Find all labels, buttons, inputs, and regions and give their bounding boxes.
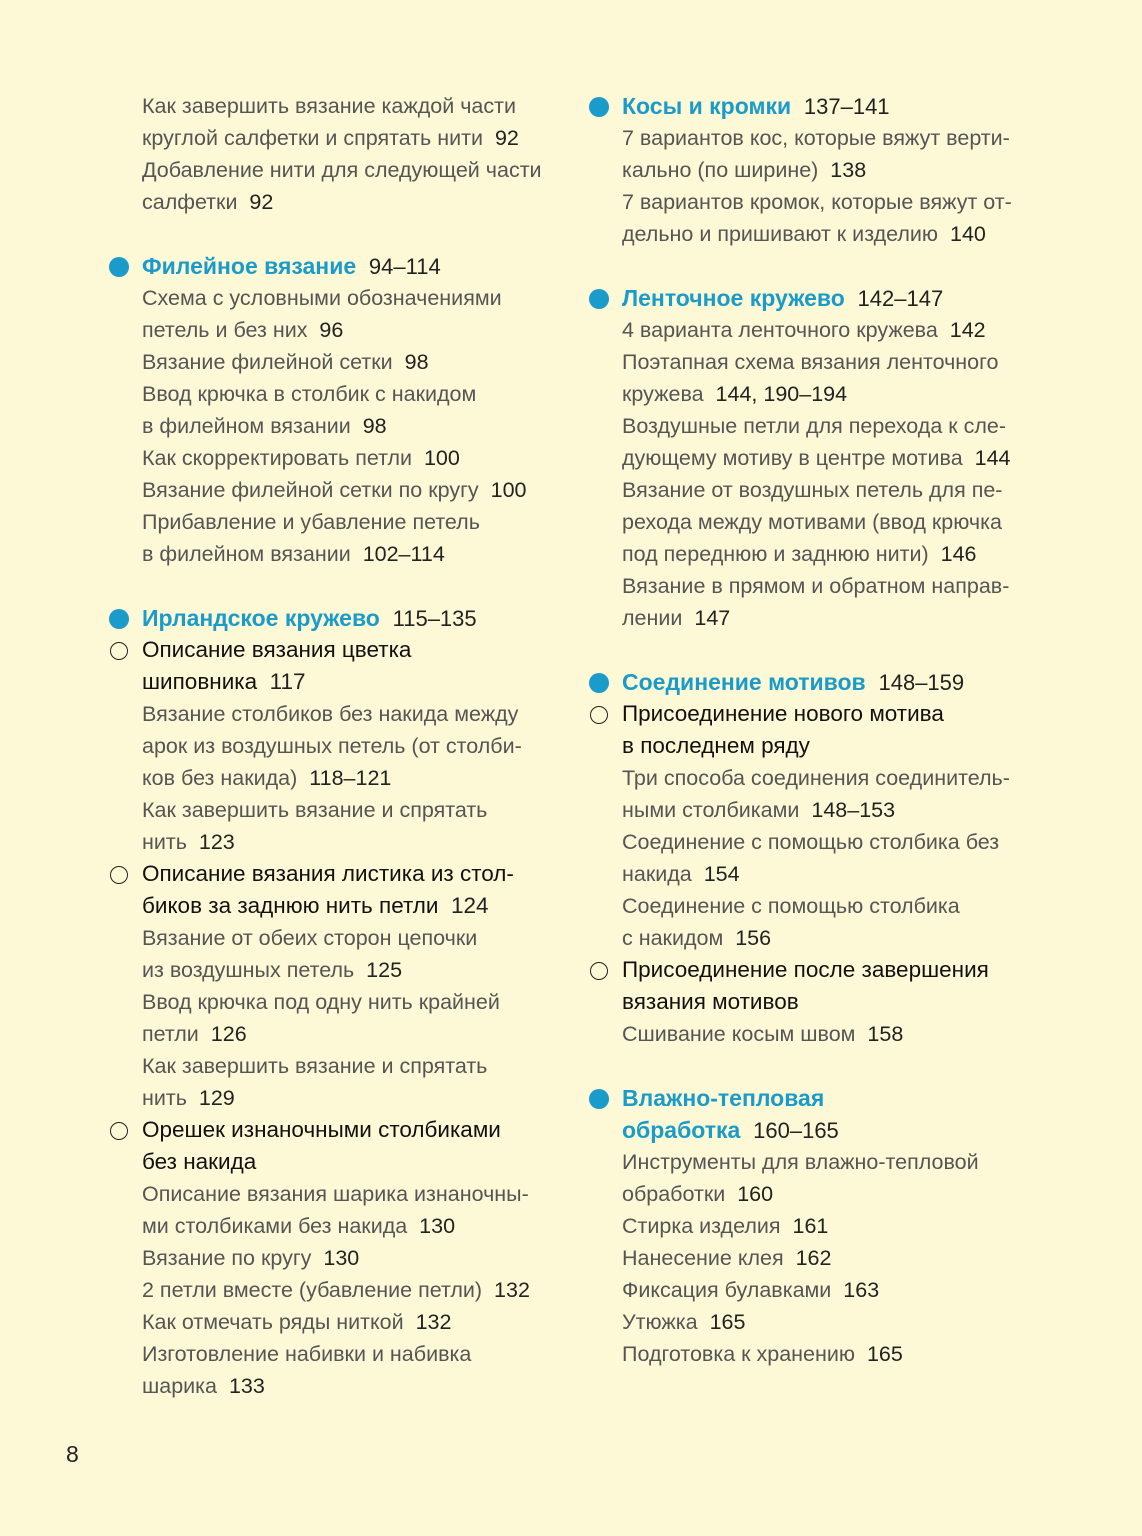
toc-entry	[588, 1338, 1038, 1370]
page-ref: 138	[830, 158, 867, 182]
toc-entry	[588, 1306, 1038, 1338]
entry-text: без накида	[142, 1149, 257, 1174]
toc-entry	[108, 474, 558, 506]
page-ref: 130	[419, 1214, 456, 1238]
entry-text: Косы и кромки	[622, 93, 792, 119]
entry-text: вязания мотивов	[622, 989, 799, 1014]
page-ref: 100	[490, 478, 527, 502]
entry-text: рехода между мотивами (ввод крючка	[622, 510, 1002, 534]
entry-text: 7 вариантов кромок, которые вяжут от-	[622, 190, 1012, 214]
entry-text: Фиксация булавками	[622, 1278, 832, 1302]
entry-text: арок из воздушных петель (от столби-	[142, 734, 522, 758]
toc-entry	[108, 1210, 558, 1242]
entry-text: Описание вязания шарика изнаночны-	[142, 1182, 529, 1206]
circle-outline-icon	[110, 866, 128, 884]
page-ref: 115–135	[392, 606, 477, 631]
page-ref: 94–114	[368, 254, 441, 279]
toc-entry	[108, 730, 558, 762]
circle-outline-icon	[110, 642, 128, 660]
entry-text: Присоединение нового мотива	[622, 701, 944, 726]
toc-entry	[108, 442, 558, 474]
entry-text: Вязание от обеих сторон цепочки	[142, 926, 478, 950]
entry-text: круглой салфетки и спрятать нити	[142, 126, 483, 150]
blue-bullet-icon	[589, 289, 609, 309]
entry-text: с накидом	[622, 926, 724, 950]
entry-text: Ирландское кружево	[142, 605, 380, 631]
toc-entry	[588, 1146, 1038, 1178]
toc-entry	[588, 346, 1038, 378]
toc-entry	[108, 186, 558, 218]
toc-entry	[108, 90, 558, 122]
section-heading	[588, 1082, 1038, 1114]
entry-text: Соединение с помощью столбика	[622, 894, 960, 918]
blue-bullet-icon	[589, 673, 609, 693]
subsection-heading	[108, 1146, 558, 1178]
entry-text: Описание вязания листика из стол-	[142, 861, 514, 886]
entry-text: Нанесение клея	[622, 1246, 784, 1270]
entry-text: кально (по ширине)	[622, 158, 819, 182]
section-gap	[588, 634, 1038, 666]
toc-entry	[108, 1306, 558, 1338]
toc-entry	[108, 506, 558, 538]
toc-entry	[588, 378, 1038, 410]
page-ref: 118–121	[309, 766, 392, 790]
page-ref: 160–165	[753, 1118, 839, 1143]
toc-entry	[108, 1242, 558, 1274]
toc-entry	[108, 698, 558, 730]
page-ref: 156	[735, 926, 772, 950]
entry-text: ными столбиками	[622, 798, 800, 822]
toc-entry	[588, 602, 1038, 634]
blue-bullet-icon	[109, 257, 129, 277]
toc-entry	[108, 1178, 558, 1210]
toc-entry	[108, 538, 558, 570]
page-ref: 142–147	[857, 286, 944, 311]
entry-text: Воздушные петли для перехода к сле-	[622, 414, 1007, 438]
subsection-heading	[108, 890, 558, 922]
page-ref: 132	[494, 1278, 530, 1302]
entry-text: Как завершить вязание каждой части	[142, 94, 516, 118]
section-heading	[108, 250, 558, 282]
toc-entry	[108, 1082, 558, 1114]
entry-text: Подготовка к хранению	[622, 1342, 856, 1366]
entry-text: Орешек изнаночными столбиками	[142, 1117, 501, 1142]
entry-text: Утюжка	[622, 1310, 698, 1334]
toc-entry	[588, 826, 1038, 858]
page-ref: 92	[249, 190, 274, 214]
section-heading	[588, 666, 1038, 698]
entry-text: Ввод крючка в столбик с накидом	[142, 382, 477, 406]
toc-entry	[588, 474, 1038, 506]
blue-bullet-icon	[589, 97, 609, 117]
entry-text: Добавление нити для следующей части	[142, 158, 542, 182]
toc-entry	[588, 442, 1038, 474]
toc-entry	[588, 858, 1038, 890]
page-ref: 148–159	[878, 670, 965, 695]
entry-text: нить	[142, 830, 187, 854]
toc-entry	[588, 314, 1038, 346]
section-heading	[108, 602, 558, 634]
entry-text: Сшивание косым швом	[622, 1022, 856, 1046]
entry-text: обработки	[622, 1182, 726, 1206]
page-ref: 125	[366, 958, 403, 982]
toc-entry	[108, 1274, 558, 1306]
entry-text: из воздушных петель	[142, 958, 355, 982]
page-ref: 132	[415, 1310, 452, 1334]
toc-entry	[108, 346, 558, 378]
entry-text: Присоединение после завершения	[622, 957, 989, 982]
toc-column-left	[108, 90, 558, 1402]
subsection-heading	[588, 954, 1038, 986]
page-ref: 98	[362, 414, 387, 438]
toc-entry	[588, 570, 1038, 602]
entry-text: биков за заднюю нить петли	[142, 893, 439, 918]
toc-entry	[588, 1242, 1038, 1274]
entry-text: Вязание филейной сетки по кругу	[142, 478, 479, 502]
toc-entry	[108, 954, 558, 986]
toc-entry	[108, 378, 558, 410]
subsection-heading	[108, 1114, 558, 1146]
toc-entry	[108, 922, 558, 954]
entry-text: Вязание от воздушных петель для пе-	[622, 478, 1003, 502]
page-ref: 154	[703, 862, 740, 886]
blue-bullet-icon	[589, 1089, 609, 1109]
page-ref: 165	[709, 1310, 746, 1334]
entry-text: Ввод крючка под одну нить крайней	[142, 990, 500, 1014]
page-ref: 161	[792, 1214, 829, 1238]
toc-entry	[108, 794, 558, 826]
toc-entry	[588, 890, 1038, 922]
page-ref: 130	[323, 1246, 360, 1270]
circle-outline-icon	[590, 706, 608, 724]
entry-text: в филейном вязании	[142, 542, 351, 566]
page-ref: 158	[867, 1022, 904, 1046]
entry-text: Как завершить вязание и спрятать	[142, 798, 488, 822]
toc-entry	[108, 1018, 558, 1050]
entry-text: нить	[142, 1086, 187, 1110]
entry-text: Вязание в прямом и обратном направ-	[622, 574, 1010, 598]
entry-text: Как скорректировать петли	[142, 446, 413, 470]
page-ref: 137–141	[803, 94, 890, 119]
entry-text: Соединение мотивов	[622, 669, 866, 695]
entry-text: Ленточное кружево	[622, 285, 845, 311]
toc-entry	[108, 1050, 558, 1082]
toc-entry	[588, 1274, 1038, 1306]
entry-text: Схема с условными обозначениями	[142, 286, 502, 310]
page-ref: 144	[974, 446, 1011, 470]
section-gap	[108, 218, 558, 250]
entry-text: Вязание филейной сетки	[142, 350, 393, 374]
blue-bullet-icon	[109, 609, 129, 629]
page-ref: 133	[228, 1374, 265, 1398]
page-ref: 117	[269, 669, 306, 694]
entry-text: Соединение с помощью столбика без	[622, 830, 1000, 854]
section-heading	[588, 282, 1038, 314]
entry-text: шиповника	[142, 669, 258, 694]
entry-text: Влажно-тепловая	[622, 1085, 825, 1111]
toc-entry	[588, 410, 1038, 442]
toc-entry	[588, 186, 1038, 218]
page-ref: 126	[210, 1022, 247, 1046]
entry-text: лении	[622, 606, 683, 630]
entry-text: Вязание столбиков без накида между	[142, 702, 519, 726]
page-ref: 147	[694, 606, 731, 630]
entry-text: 7 вариантов кос, которые вяжут верти-	[622, 126, 1010, 150]
toc-entry	[588, 1178, 1038, 1210]
section-gap	[588, 250, 1038, 282]
subsection-heading	[588, 698, 1038, 730]
toc-entry	[108, 410, 558, 442]
page-ref: 146	[940, 542, 977, 566]
page-ref: 165	[866, 1342, 903, 1366]
entry-text: 2 петли вместе (убавление петли)	[142, 1278, 483, 1302]
entry-text: накида	[622, 862, 692, 886]
toc-entry	[588, 922, 1038, 954]
entry-text: Стирка изделия	[622, 1214, 781, 1238]
toc-entry	[588, 154, 1038, 186]
toc-entry	[108, 122, 558, 154]
entry-text: Прибавление и убавление петель	[142, 510, 480, 534]
toc-entry	[108, 762, 558, 794]
subsection-heading	[588, 986, 1038, 1018]
toc-entry	[588, 762, 1038, 794]
page-ref: 102–114	[362, 542, 445, 566]
section-heading	[588, 1114, 1038, 1146]
entry-text: Как завершить вязание и спрятать	[142, 1054, 488, 1078]
entry-text: 4 варианта ленточного кружева	[622, 318, 938, 342]
page-ref: 123	[198, 830, 235, 854]
page-ref: 92	[494, 126, 519, 150]
entry-text: ми столбиками без накида	[142, 1214, 408, 1238]
entry-text: Три способа соединения соединитель-	[622, 766, 1010, 790]
toc-entry	[588, 794, 1038, 826]
toc-entry	[588, 506, 1038, 538]
subsection-heading	[588, 730, 1038, 762]
entry-text: Филейное вязание	[142, 253, 357, 279]
toc-entry	[588, 122, 1038, 154]
toc-entry	[588, 1210, 1038, 1242]
entry-text: в последнем ряду	[622, 733, 810, 758]
entry-text: Инструменты для влажно-тепловой	[622, 1150, 979, 1174]
section-heading	[588, 90, 1038, 122]
page-ref: 160	[737, 1182, 774, 1206]
entry-text: обработка	[622, 1117, 741, 1143]
entry-text: Поэтапная схема вязания ленточного	[622, 350, 999, 374]
toc-entry	[588, 538, 1038, 570]
subsection-heading	[108, 634, 558, 666]
toc-entry	[108, 1338, 558, 1370]
entry-text: кружева	[622, 382, 704, 406]
page-ref: 144, 190–194	[715, 382, 848, 406]
circle-outline-icon	[110, 1122, 128, 1140]
toc-entry	[588, 1018, 1038, 1050]
entry-text: ков без накида)	[142, 766, 298, 790]
entry-text: Вязание по кругу	[142, 1246, 312, 1270]
entry-text: дующему мотиву в центре мотива	[622, 446, 963, 470]
page-ref: 148–153	[811, 798, 896, 822]
entry-text: Описание вязания цветка	[142, 637, 412, 662]
circle-outline-icon	[590, 962, 608, 980]
section-gap	[108, 570, 558, 602]
toc-column-right	[588, 90, 1038, 1370]
toc-entry	[108, 154, 558, 186]
entry-text: под переднюю и заднюю нити)	[622, 542, 929, 566]
entry-text: Изготовление набивки и набивка	[142, 1342, 472, 1366]
page-ref: 129	[198, 1086, 235, 1110]
entry-text: петель и без них	[142, 318, 308, 342]
section-gap	[588, 1050, 1038, 1082]
page-ref: 124	[450, 893, 489, 918]
entry-text: петли	[142, 1022, 199, 1046]
subsection-heading	[108, 858, 558, 890]
entry-text: дельно и пришивают к изделию	[622, 222, 939, 246]
toc-entry	[108, 826, 558, 858]
page-ref: 140	[950, 222, 986, 246]
entry-text: Как отмечать ряды ниткой	[142, 1310, 404, 1334]
toc-entry	[588, 218, 1038, 250]
page-ref: 100	[423, 446, 460, 470]
toc-entry	[108, 986, 558, 1018]
page-ref: 98	[404, 350, 429, 374]
subsection-heading	[108, 666, 558, 698]
page-number: 8	[66, 1441, 79, 1467]
entry-text: шарика	[142, 1374, 218, 1398]
page-ref: 163	[843, 1278, 880, 1302]
toc-entry	[108, 282, 558, 314]
page-ref: 142	[949, 318, 986, 342]
entry-text: в филейном вязании	[142, 414, 351, 438]
entry-text: салфетки	[142, 190, 238, 214]
toc-entry	[108, 314, 558, 346]
toc-entry	[108, 1370, 558, 1402]
page-ref: 96	[319, 318, 344, 342]
page-ref: 162	[795, 1246, 832, 1270]
